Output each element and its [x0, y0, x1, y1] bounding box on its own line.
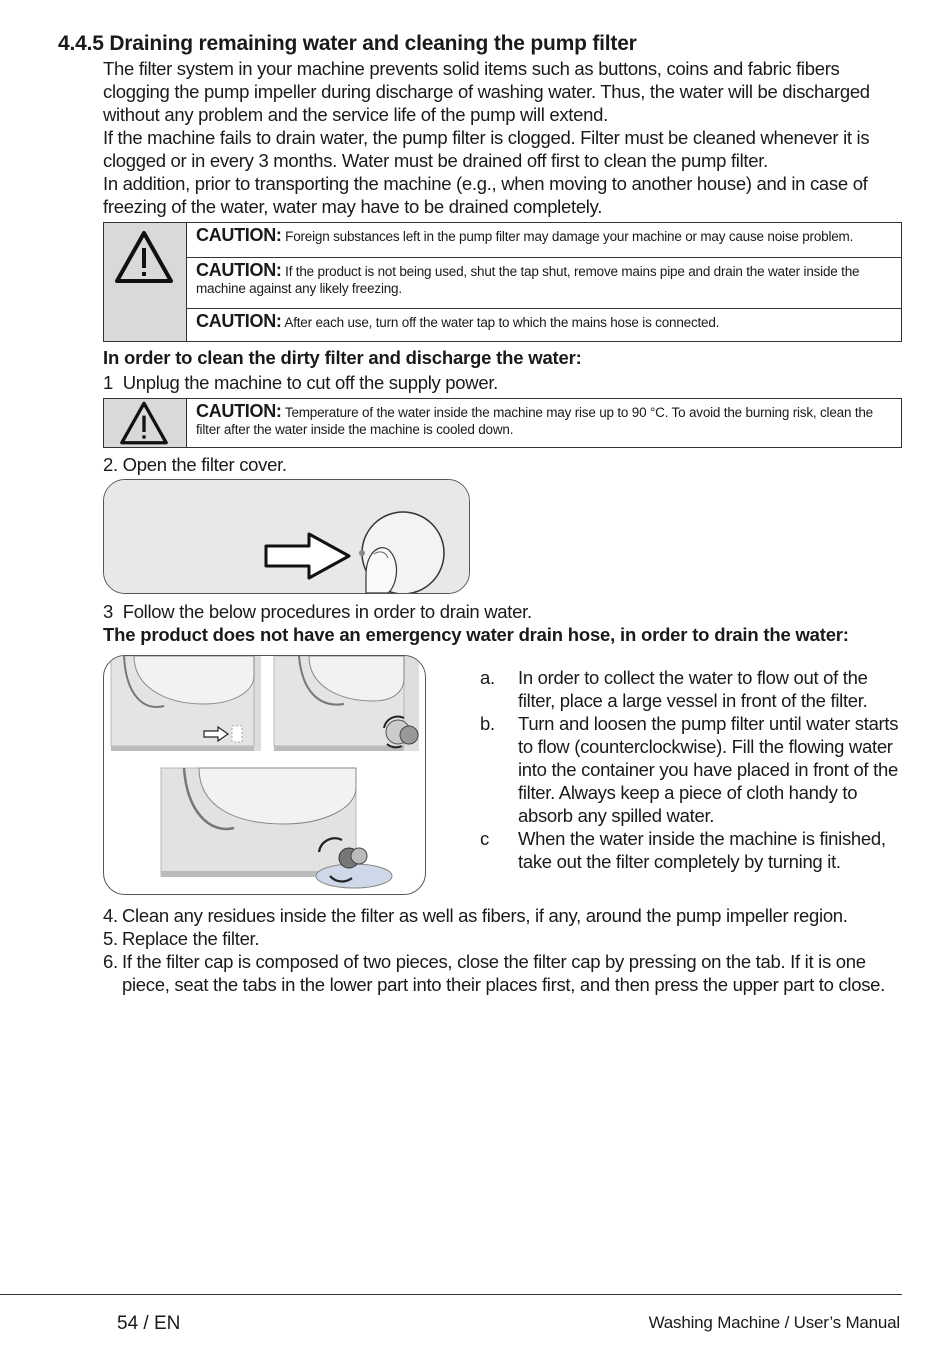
filter-cover-drawing [104, 480, 469, 593]
caution-label: CAUTION: [196, 260, 282, 280]
drain-illustration [103, 655, 426, 895]
step-2: 2. Open the filter cover. [103, 454, 287, 475]
caution-text: Temperature of the water inside the machine may rise up to 90 °C. To avoid the burning risk, clean the filter after the water inside the machine is cooled down. [196, 405, 873, 437]
list-item [103, 950, 903, 996]
intro-line: clogging the pump impeller during discharge of washing water. Thus, the water will be discharged [103, 81, 870, 102]
caution-row [187, 309, 901, 342]
step-number: 1 [103, 372, 113, 393]
footer-divider [0, 1294, 902, 1295]
manual-title: Washing Machine / User’s Manual [648, 1313, 900, 1332]
step-text: Follow the below procedures in order to drain water. [122, 601, 532, 622]
caution-text: If the product is not being used, shut the tap shut, remove mains pipe and drain the water inside the machine against any likely freezing. [196, 264, 860, 296]
step-3 [103, 600, 903, 623]
intro-line: freezing of the water, water may have to be drained completely. [103, 196, 603, 217]
list-text: Clean any residues inside the filter as well as fibers, if any, around the pump impeller region. [122, 905, 848, 926]
list-text: When the water inside the machine is finished, take out the filter completely by turning it. [518, 828, 886, 872]
caution-row [187, 399, 901, 447]
drain-sub-steps [480, 666, 900, 873]
list-text: Turn and loosen the pump filter until water starts to flow (counterclockwise). Fill the flowing water into the container you have placed in front of the filter. Always keep a piece of cloth handy to absorb any spilled water. [518, 713, 899, 826]
machine-panel-1 [111, 656, 261, 751]
intro-line: The filter system in your machine prevents solid items such as buttons, coins and fabric fibers [103, 58, 840, 79]
page-number: 54 / EN [117, 1313, 181, 1334]
warning-triangle-icon [113, 229, 175, 285]
caution-label: CAUTION: [196, 401, 282, 421]
step-number: 3 [103, 601, 113, 622]
drain-heading: The product does not have an emergency water drain hose, in order to drain the water: [103, 624, 849, 645]
caution-text: After each use, turn off the water tap to which the mains hose is connected. [284, 315, 720, 330]
list-text: In order to collect the water to flow out of the filter, place a large vessel in front of the filter. [518, 667, 868, 711]
finger-icon [366, 548, 397, 593]
list-marker: b. [480, 713, 495, 734]
intro-line: If the machine fails to drain water, the pump filter is clogged. Filter must be cleaned whenever it is [103, 127, 870, 148]
list-marker: 6. [103, 951, 118, 972]
list-item [480, 666, 900, 712]
warning-triangle-icon [113, 400, 175, 446]
caution-table [103, 222, 902, 342]
filter-cover-illustration [103, 479, 470, 594]
caution-row [187, 258, 901, 309]
list-text: If the filter cap is composed of two pieces, close the filter cap by pressing on the tab. If it is one piece, seat the tabs in the lower part into their places first, and then press the upper part to close. [122, 951, 885, 995]
list-item [480, 827, 900, 873]
warning-cell [104, 399, 187, 447]
drain-drawing [104, 656, 425, 894]
warning-cell [104, 223, 187, 341]
intro-line: clogged or in every 3 months. Water must be drained off first to clean the pump filter. [103, 150, 768, 171]
list-marker: a. [480, 667, 495, 688]
step-text: Unplug the machine to cut off the supply power. [122, 372, 499, 393]
list-marker: 4. [103, 905, 118, 926]
step-1 [103, 371, 903, 394]
section-title: 4.4.5 Draining remaining water and cleaning the pump filter [58, 32, 637, 55]
list-text: Replace the filter. [122, 928, 260, 949]
intro-line: without any problem and the service life of the pump will extend. [103, 104, 608, 125]
caution-label: CAUTION: [196, 225, 282, 245]
clean-heading: In order to clean the dirty filter and discharge the water: [103, 347, 582, 368]
list-item [103, 904, 903, 927]
intro-paragraph [103, 57, 903, 218]
list-marker: c [480, 828, 489, 849]
final-steps [103, 904, 903, 996]
list-item [103, 927, 903, 950]
intro-line: In addition, prior to transporting the machine (e.g., when moving to another house) and in case of [103, 173, 868, 194]
caution-row [187, 223, 901, 258]
list-item [480, 712, 900, 827]
list-marker: 5. [103, 928, 118, 949]
machine-panel-3 [161, 768, 392, 888]
machine-panel-2 [274, 656, 419, 751]
caution-text: Foreign substances left in the pump filter may damage your machine or may cause noise problem. [285, 229, 854, 244]
caution-label: CAUTION: [196, 311, 282, 331]
caution-temperature [103, 398, 902, 448]
